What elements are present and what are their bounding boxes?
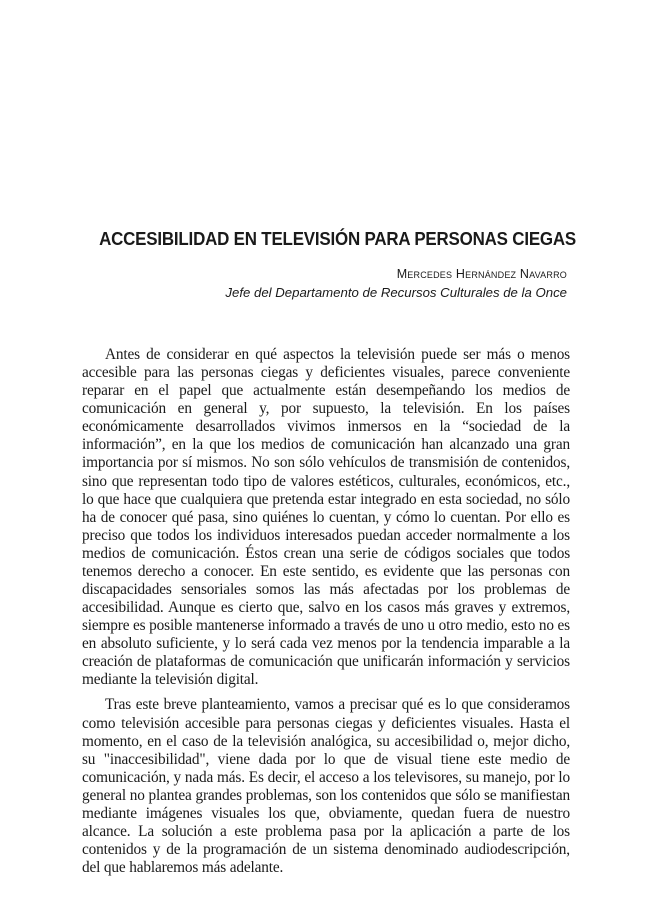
paragraph: Tras este breve planteamiento, vamos a precisar qué es lo que consideramos como televisión accesible para personas ciegas y deficientes visuales. Hasta el momento, en el caso de la televisión analógica, su accesibilidad o, mejor dicho, su "inaccesibilidad", viene dada por lo que de visual tiene este medio de comunicación, y nada más. Es decir, el acceso a los televisores, su manejo, por lo general no plantea grandes problemas, son los contenidos que sólo se manifiestan mediante imágenes visuales los que, obviamente, quedan fuera de nuestro alcance. La solución a este problema pasa por la aplicación a parte de los contenidos y de la programación de un sistema denominado audiodescripción, del que hablaremos más adelante. <box>82 696 570 877</box>
article-title: ACCESIBILIDAD EN TELEVISIÓN PARA PERSONAS CIEGAS <box>99 229 577 249</box>
paragraph: Antes de considerar en qué aspectos la televisión puede ser más o menos accesible para las personas ciegas y deficientes visuales, parece conveniente reparar en el papel que actualmente están desempeñando los medios de comunicación en general y, por supuesto, la televisión. En los países económicamente desarrollados vivimos inmersos en la “sociedad de la información”, en la que los medios de comunicación han alcanzado una gran importancia por sí mismos. No son sólo vehículos de transmisión de contenidos, sino que representan todo tipo de valores estéticos, culturales, económicos, etc., lo que hace que cualquiera que pretenda estar integrado en esta sociedad, no sólo ha de conocer qué pasa, sino quiénes lo cuentan, y cómo lo cuentan. Por ello es preciso que todos los individuos interesados puedan acceder normalmente a los medios de comunicación. Éstos crean una serie de códigos sociales que todos tenemos derecho a conocer. En este sentido, es evidente que las personas con discapacidades sensoriales somos las más afectadas por los problemas de accesibilidad. Aunque es cierto que, salvo en los casos más graves y extremos, siempre es posible mantenerse informado a través de uno u otro medio, esto no es en absoluto suficiente, y lo será cada vez menos por la tendencia imparable a la creación de plataformas de comunicación que unificarán información y servicios mediante la televisión digital. <box>82 346 570 689</box>
author-affiliation: Jefe del Departamento de Recursos Culturales de la Once <box>225 285 567 300</box>
article-body <box>82 346 570 877</box>
author-name: Mercedes Hernández Navarro <box>396 267 567 281</box>
